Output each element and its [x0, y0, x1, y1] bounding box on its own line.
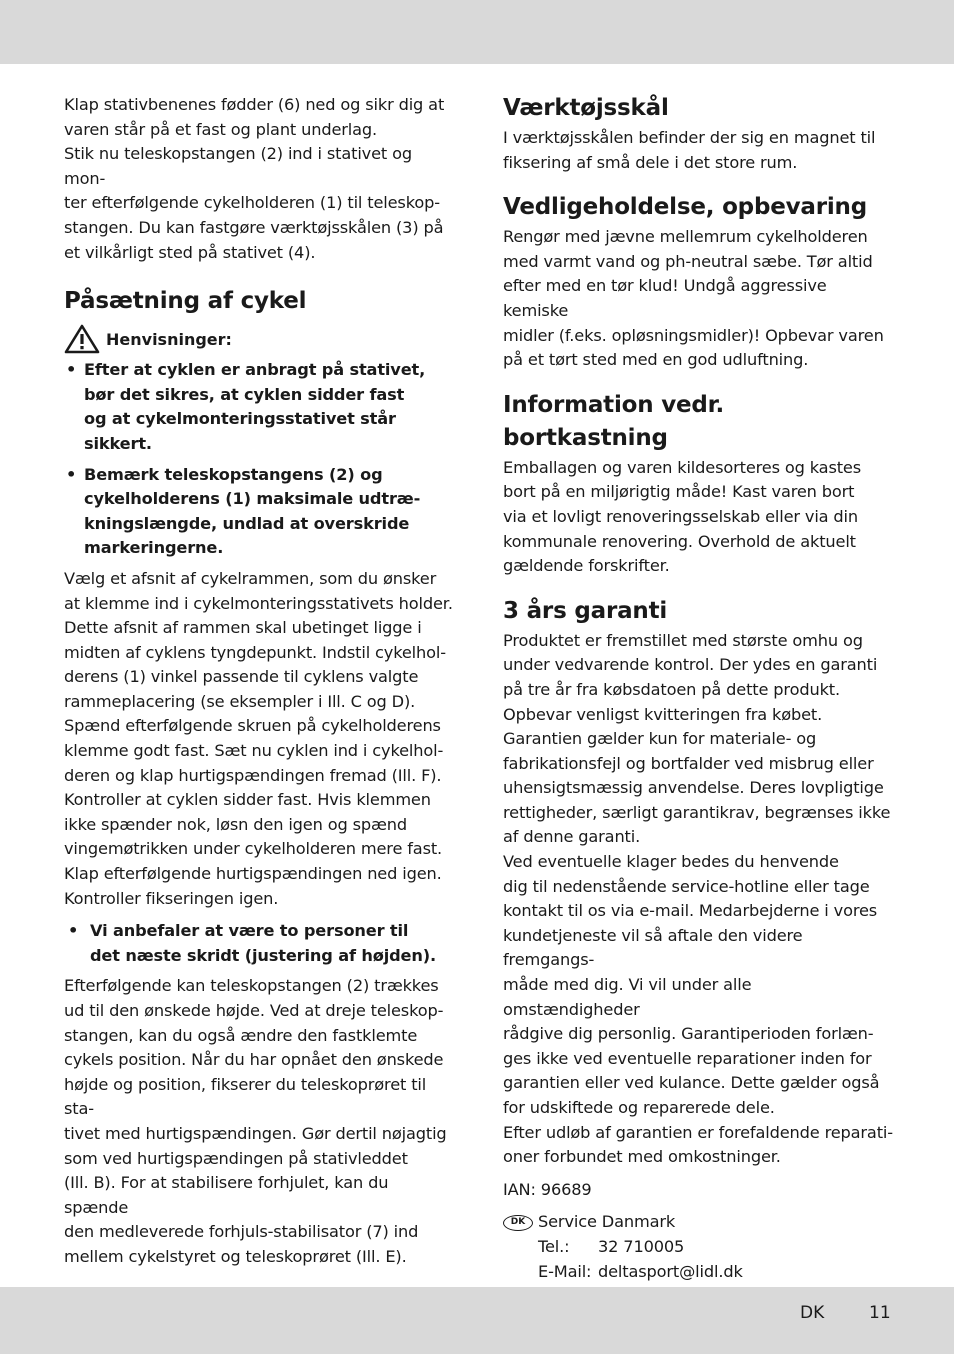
text-line: Rengør med jævne mellemrum cykelholderen — [503, 227, 868, 247]
text-line: derens (1) vinkel passende til cyklens valgte — [64, 667, 419, 687]
text-line: markeringerne. — [84, 538, 224, 558]
text-line: som ved hurtigspændingen på stativleddet — [64, 1148, 408, 1168]
text-line: Klap efterfølgende hurtigspændingen ned igen. — [64, 864, 442, 884]
service-email — [538, 1260, 893, 1285]
text-line: med varmt vand og ph-neutral sæbe. Tør altid — [503, 251, 873, 271]
text-line: den medleverede forhjuls-stabilisator (7) ind — [64, 1222, 419, 1242]
service-contact — [503, 1210, 893, 1284]
text-line: Vælg et afsnit af cykelrammen, som du ønsker — [64, 568, 437, 588]
warning-item — [64, 463, 454, 561]
page-number: 11 — [869, 1303, 891, 1323]
text-line: oner forbundet med omkostninger. — [503, 1147, 781, 1167]
warning-item — [64, 358, 454, 456]
text-line: rammeplacering (se eksempler i Ill. C og D). — [64, 691, 416, 711]
service-name: Service Danmark — [538, 1212, 676, 1232]
warning-list — [64, 358, 454, 561]
text-line: midten af cyklens tyngdepunkt. Indstil cykelhol- — [64, 642, 446, 662]
warning-label: Henvisninger: — [106, 329, 232, 349]
text-line: Spænd efterfølgende skruen på cykelholderens — [64, 716, 441, 736]
section-heading-attach-bike: Påsætning af cykel — [64, 288, 307, 315]
text-line: Garantien gælder kun for materiale- og — [503, 729, 817, 749]
text-line: sikkert. — [84, 433, 152, 453]
text-line: fabrikationsfejl og bortfalder ved misbrug eller — [503, 753, 874, 773]
disposal-paragraph — [503, 456, 893, 579]
text-line: Ved eventuelle klager bedes du henvende — [503, 852, 839, 872]
footer-language: DK — [800, 1303, 825, 1323]
text-line: rådgive dig personlig. Garantiperioden forlæn- — [503, 1024, 874, 1044]
intro-paragraph — [64, 93, 454, 265]
warranty-paragraph — [503, 629, 893, 1170]
text-line: kontakt til os via e-mail. Medarbejderne i vores — [503, 901, 878, 921]
bullet-icon: • — [66, 464, 77, 484]
text-line: klemme godt fast. Sæt nu cyklen ind i cykelhol- — [64, 741, 444, 761]
bullet-icon: • — [66, 360, 77, 380]
text-line: det næste skridt (justering af højden). — [90, 945, 436, 965]
text-line: Efter udløb af garantien er forefaldende reparati- — [503, 1122, 893, 1142]
text-line: kundetjeneste vil så aftale den videre fremgangs- — [503, 925, 803, 970]
text-line: ter efterfølgende cykelholderen (1) til teleskop- — [64, 193, 440, 213]
email-link[interactable]: deltasport@lidl.dk — [598, 1261, 743, 1281]
section-heading-warranty: 3 års garanti — [503, 597, 668, 624]
text-line: rettigheder, særligt garantikrav, begrænses ikke — [503, 802, 891, 822]
text-line: varen står på et fast og plant underlag. — [64, 119, 378, 139]
warning-triangle-icon — [64, 324, 100, 354]
text-line: mellem cykelstyret og teleskoprøret (Ill. E). — [64, 1246, 407, 1266]
body-paragraph-1 — [64, 567, 454, 911]
warning-header — [64, 324, 454, 354]
text-line: stangen. Du kan fastgøre værktøjsskålen (3) på — [64, 217, 444, 237]
text-line: tivet med hurtigspændingen. Gør dertil nøjagtig — [64, 1123, 447, 1143]
text-line: (Ill. B). For at stabilisere forhjulet, kan du spænde — [64, 1173, 389, 1217]
recommendation-item — [64, 919, 454, 968]
text-line: vingemøtrikken under cykelholderen mere fast. — [64, 839, 443, 859]
country-badge-icon: DK — [503, 1215, 533, 1231]
text-line: kningslængde, undlad at overskride — [84, 513, 410, 533]
section-heading-toolbowl: Værktøjsskål — [503, 95, 669, 121]
text-line: Vi anbefaler at være to personer til — [90, 921, 409, 941]
text-line: efter med en tør klud! Undgå aggressive kemiske — [503, 276, 827, 320]
text-line: deren og klap hurtigspændingen fremad (Ill. F). — [64, 765, 442, 785]
text-line: Dette afsnit af rammen skal ubetinget ligge i — [64, 618, 422, 638]
toolbowl-paragraph — [503, 126, 893, 175]
text-line: højde og position, fikserer du teleskoprøret til sta- — [64, 1074, 427, 1119]
text-line: måde med dig. Vi vil under alle omstændigheder — [503, 975, 752, 1019]
text-line: under vedvarende kontrol. Der ydes en garanti — [503, 655, 878, 675]
email-label: E-Mail: — [538, 1261, 592, 1281]
body-paragraph-2 — [64, 974, 454, 1269]
text-line: bør det sikres, at cyklen sidder fast — [84, 384, 405, 404]
text-line: via et lovligt renoveringsselskab eller via din — [503, 506, 859, 526]
text-line: Kontroller fikseringen igen. — [64, 888, 279, 908]
text-line: Emballagen og varen kildesorteres og kastes — [503, 457, 862, 477]
section-heading-maintenance: Vedligeholdelse, opbevaring — [503, 194, 867, 221]
section-heading-disposal — [503, 389, 893, 455]
bullet-icon: • — [68, 921, 79, 941]
text-line: et vilkårligt sted på stativet (4). — [64, 242, 316, 262]
text-line: stangen, kan du også ændre den fastklemte — [64, 1025, 418, 1045]
left-column — [64, 93, 454, 1270]
text-line: bort på en miljørigtig måde! Kast varen bort — [503, 482, 855, 502]
text-line: ikke spænder nok, løsn den igen og spænd — [64, 814, 407, 834]
text-line: Bemærk teleskopstangens (2) og — [84, 464, 383, 484]
heading-line: bortkastning — [503, 424, 668, 451]
text-line: dig til nedenstående service-hotline eller tage — [503, 876, 870, 896]
text-line: Kontroller at cyklen sidder fast. Hvis klemmen — [64, 790, 431, 810]
text-line: gældende forskrifter. — [503, 556, 670, 576]
text-line: og at cykelmonteringsstativet står — [84, 409, 396, 429]
recommendation-list — [64, 919, 454, 968]
heading-line: Information vedr. — [503, 391, 725, 418]
text-line: Efter at cyklen er anbragt på stativet, — [84, 360, 426, 380]
text-line: ud til den ønskede højde. Ved at dreje teleskop- — [64, 1001, 444, 1020]
text-line: på et tørt sted med en god udluftning. — [503, 350, 809, 370]
header-band — [0, 0, 954, 64]
text-line: Stik nu teleskopstangen (2) ind i stativet og mon- — [64, 144, 412, 188]
text-line: fiksering af små dele i det store rum. — [503, 152, 798, 172]
text-line: ges ikke ved eventuelle reparationer inden for — [503, 1048, 872, 1068]
text-line: Produktet er fremstillet med største omhu og — [503, 630, 863, 650]
text-line: cykelholderens (1) maksimale udtræ- — [84, 489, 421, 509]
right-column — [503, 93, 893, 1352]
text-line: garantien eller ved kulance. Dette gælder også — [503, 1073, 880, 1093]
text-line: Opbevar venligst kvitteringen fra købet. — [503, 704, 823, 724]
text-line: cykels position. Når du har opnået den ønskede — [64, 1050, 444, 1070]
ian-number: IAN: 96689 — [503, 1179, 592, 1199]
text-line: I værktøjsskålen befinder der sig en magnet til — [503, 128, 876, 147]
text-line: uhensigtsmæssig anvendelse. Deres lovpligtige — [503, 778, 884, 798]
text-line: Klap stativbenenes fødder (6) ned og sikr dig at — [64, 95, 445, 114]
service-phone — [538, 1235, 893, 1260]
text-line: midler (f.eks. opløsningsmidler)! Opbevar varen — [503, 325, 884, 345]
text-line: kommunale renovering. Overhold de aktuelt — [503, 531, 856, 551]
text-line: at klemme ind i cykelmonteringsstativets holder. — [64, 593, 453, 613]
text-line: for udskiftede og reparerede dele. — [503, 1098, 775, 1117]
maintenance-paragraph — [503, 225, 893, 373]
phone-label: Tel.: — [538, 1236, 570, 1256]
phone-number[interactable]: 32 710005 — [598, 1236, 685, 1256]
text-line: af denne garanti. — [503, 827, 641, 847]
text-line: Efterfølgende kan teleskopstangen (2) trækkes — [64, 976, 439, 996]
text-line: på tre år fra købsdatoen på dette produkt. — [503, 679, 840, 699]
